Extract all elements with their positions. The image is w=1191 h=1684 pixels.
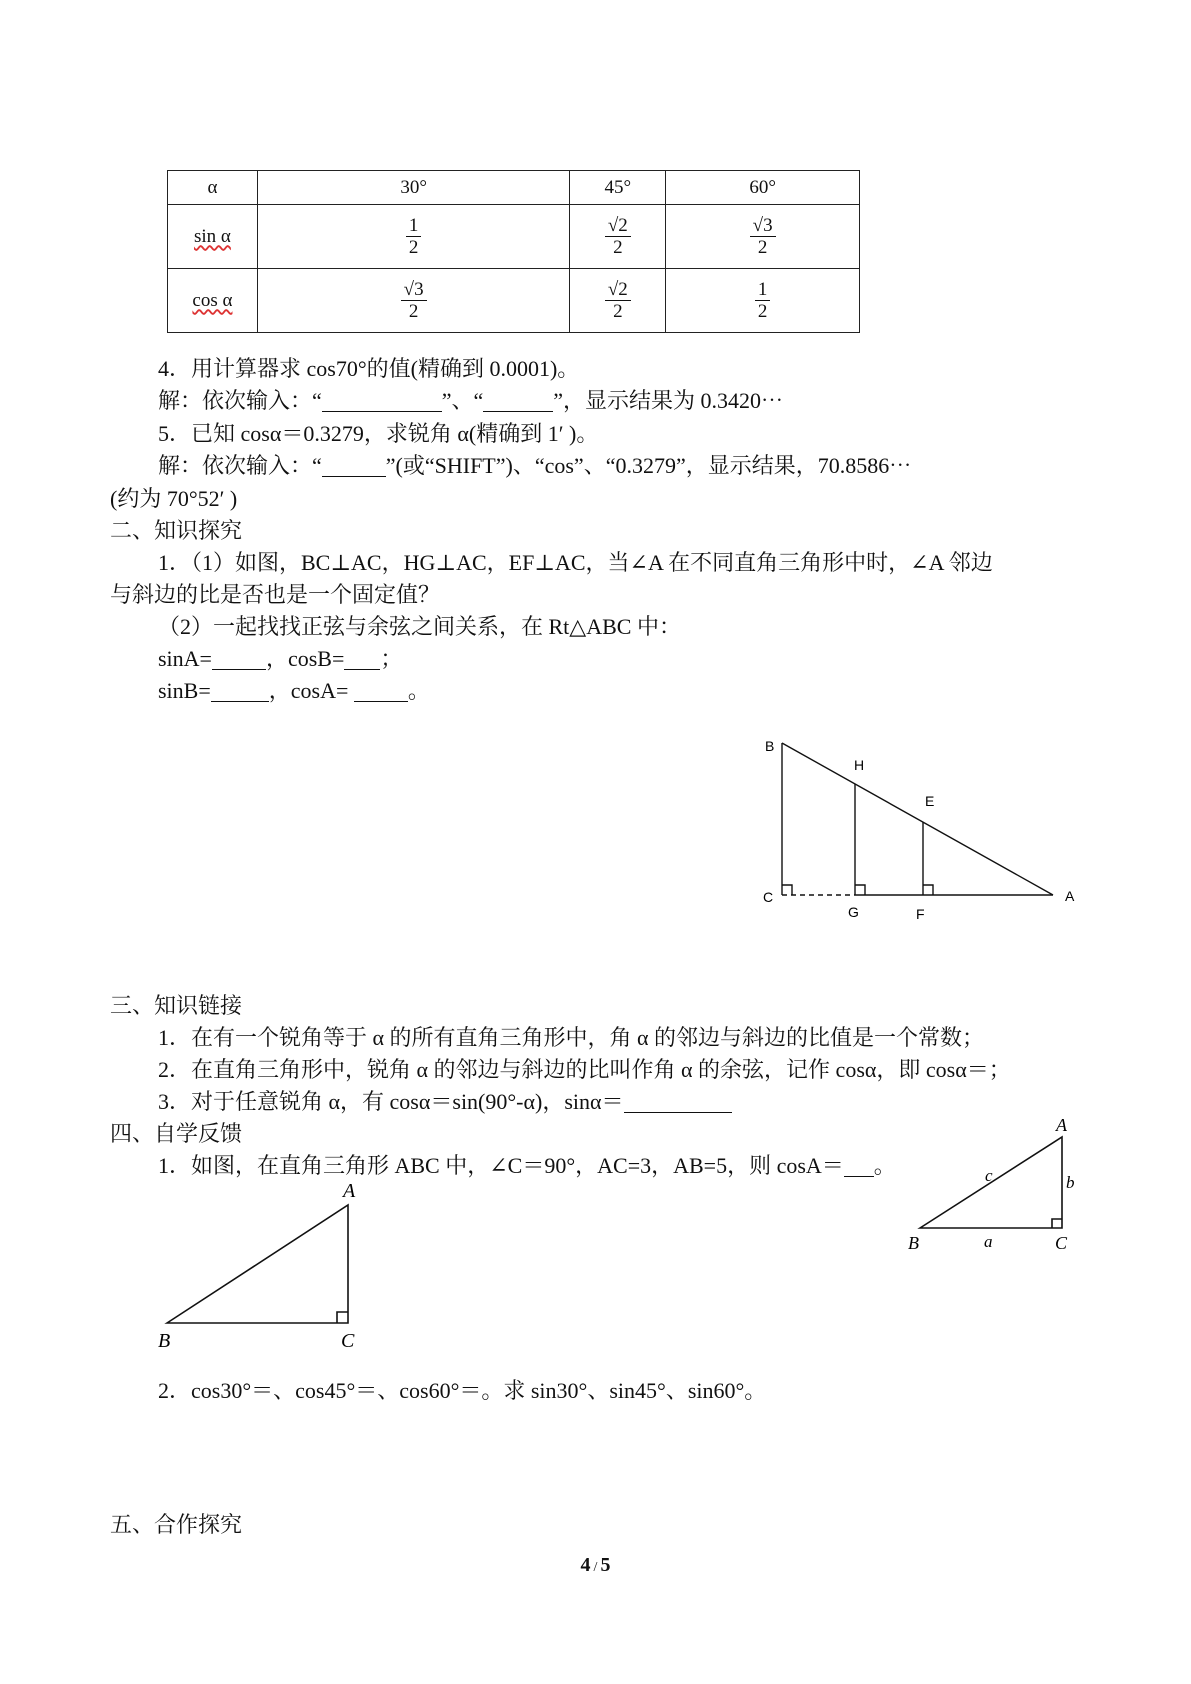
section2-heading: 二、知识探究	[110, 518, 243, 543]
label-b: b	[1066, 1173, 1075, 1192]
table-cell: $\frac{1}{2}$	[257, 205, 570, 269]
answer-blank	[844, 1154, 874, 1177]
label-B: B	[765, 738, 775, 754]
q4-solution: 解：依次输入：“ ”、“ ”，显示结果为 0.3420⋯	[158, 388, 784, 413]
similar-triangles-figure	[755, 735, 1095, 920]
section5-heading: 五、合作探究	[110, 1512, 243, 1537]
label-G: G	[848, 904, 859, 920]
label-C: C	[763, 889, 774, 905]
table-header-60: 60°	[666, 171, 860, 205]
sec3-p2: 2．在直角三角形中，锐角 α 的邻边与斜边的比叫作角 α 的余弦，记作 cosα，即 cosα＝；	[158, 1057, 1011, 1082]
table-cell: $\frac{√2}{2}$	[570, 205, 666, 269]
sec2-line1: sinA= ，cosB= ；	[158, 646, 403, 671]
answer-blank	[483, 389, 553, 412]
sec2-p2: （2）一起找找正弦与余弦之间关系，在 Rt△ABC 中：	[158, 614, 681, 639]
section4-heading: 四、自学反馈	[110, 1121, 243, 1146]
sec2-line2: sinB= ，cosA= 。	[158, 678, 430, 703]
sec3-p3: 3．对于任意锐角 α，有 cosα＝sin(90°-α)，sinα＝	[158, 1086, 732, 1118]
labeled-right-triangle-figure	[900, 1115, 1080, 1255]
answer-blank	[624, 1090, 732, 1113]
q5-solution: 解：依次输入：“ ”(或“SHIFT”)、“cos”、“0.3279”，显示结果，70.8586⋯	[158, 453, 912, 478]
label-B: B	[158, 1330, 171, 1352]
label-H: H	[854, 757, 865, 773]
label-c: c	[985, 1166, 993, 1185]
label-A: A	[1065, 888, 1075, 904]
sec4-p2: 2．cos30°＝、cos45°＝、cos60°＝。求 sin30°、sin45°、sin60°。	[158, 1378, 767, 1403]
label-A: A	[1056, 1115, 1067, 1135]
q5-text: 5．已知 cosα＝0.3279，求锐角 α(精确到 1′ )。	[158, 421, 599, 446]
right-triangle-abc-figure	[150, 1175, 370, 1360]
q5-solution-cont: (约为 70°52′ )	[110, 486, 238, 511]
table-cell: $\frac{√3}{2}$	[666, 205, 860, 269]
sec4-p1: 1．如图，在直角三角形 ABC 中，∠C＝90°，AC=3，AB=5，则 cosA＝ 。	[158, 1153, 896, 1178]
sec3-p1: 1．在有一个锐角等于 α 的所有直角三角形中，角 α 的邻边与斜边的比值是一个常数；	[158, 1025, 985, 1050]
sec2-p1b: 与斜边的比是否也是一个固定值？	[110, 582, 441, 607]
sec2-p1a: 1．（1）如图，BC⊥AC，HG⊥AC，EF⊥AC，当∠A 在不同直角三角形中时，∠A 邻边	[158, 550, 993, 575]
answer-blank	[354, 679, 408, 702]
answer-blank	[212, 647, 266, 670]
label-A: A	[343, 1180, 356, 1202]
answer-blank	[322, 454, 386, 477]
q4-text: 4．用计算器求 cos70°的值(精确到 0.0001)。	[158, 356, 580, 381]
table-row-label-cos: cos α	[168, 269, 258, 333]
table-header-alpha: α	[168, 171, 258, 205]
trig-values-table	[167, 170, 860, 333]
answer-blank	[211, 679, 269, 702]
label-B: B	[908, 1233, 919, 1253]
table-header-30: 30°	[257, 171, 570, 205]
label-E: E	[925, 793, 935, 809]
label-C: C	[341, 1330, 355, 1352]
label-C: C	[1055, 1233, 1068, 1253]
table-header-45: 45°	[570, 171, 666, 205]
section3-heading: 三、知识链接	[110, 993, 243, 1018]
answer-blank	[322, 389, 442, 412]
table-cell: $\frac{√2}{2}$	[570, 269, 666, 333]
label-F: F	[916, 906, 925, 920]
table-row-label-sin: sin α	[168, 205, 258, 269]
answer-blank	[344, 647, 380, 670]
table-cell: $\frac{1}{2}$	[666, 269, 860, 333]
label-a: a	[984, 1232, 993, 1251]
table-cell: $\frac{√3}{2}$	[257, 269, 570, 333]
page-number: 4 / 5	[580, 1554, 611, 1576]
